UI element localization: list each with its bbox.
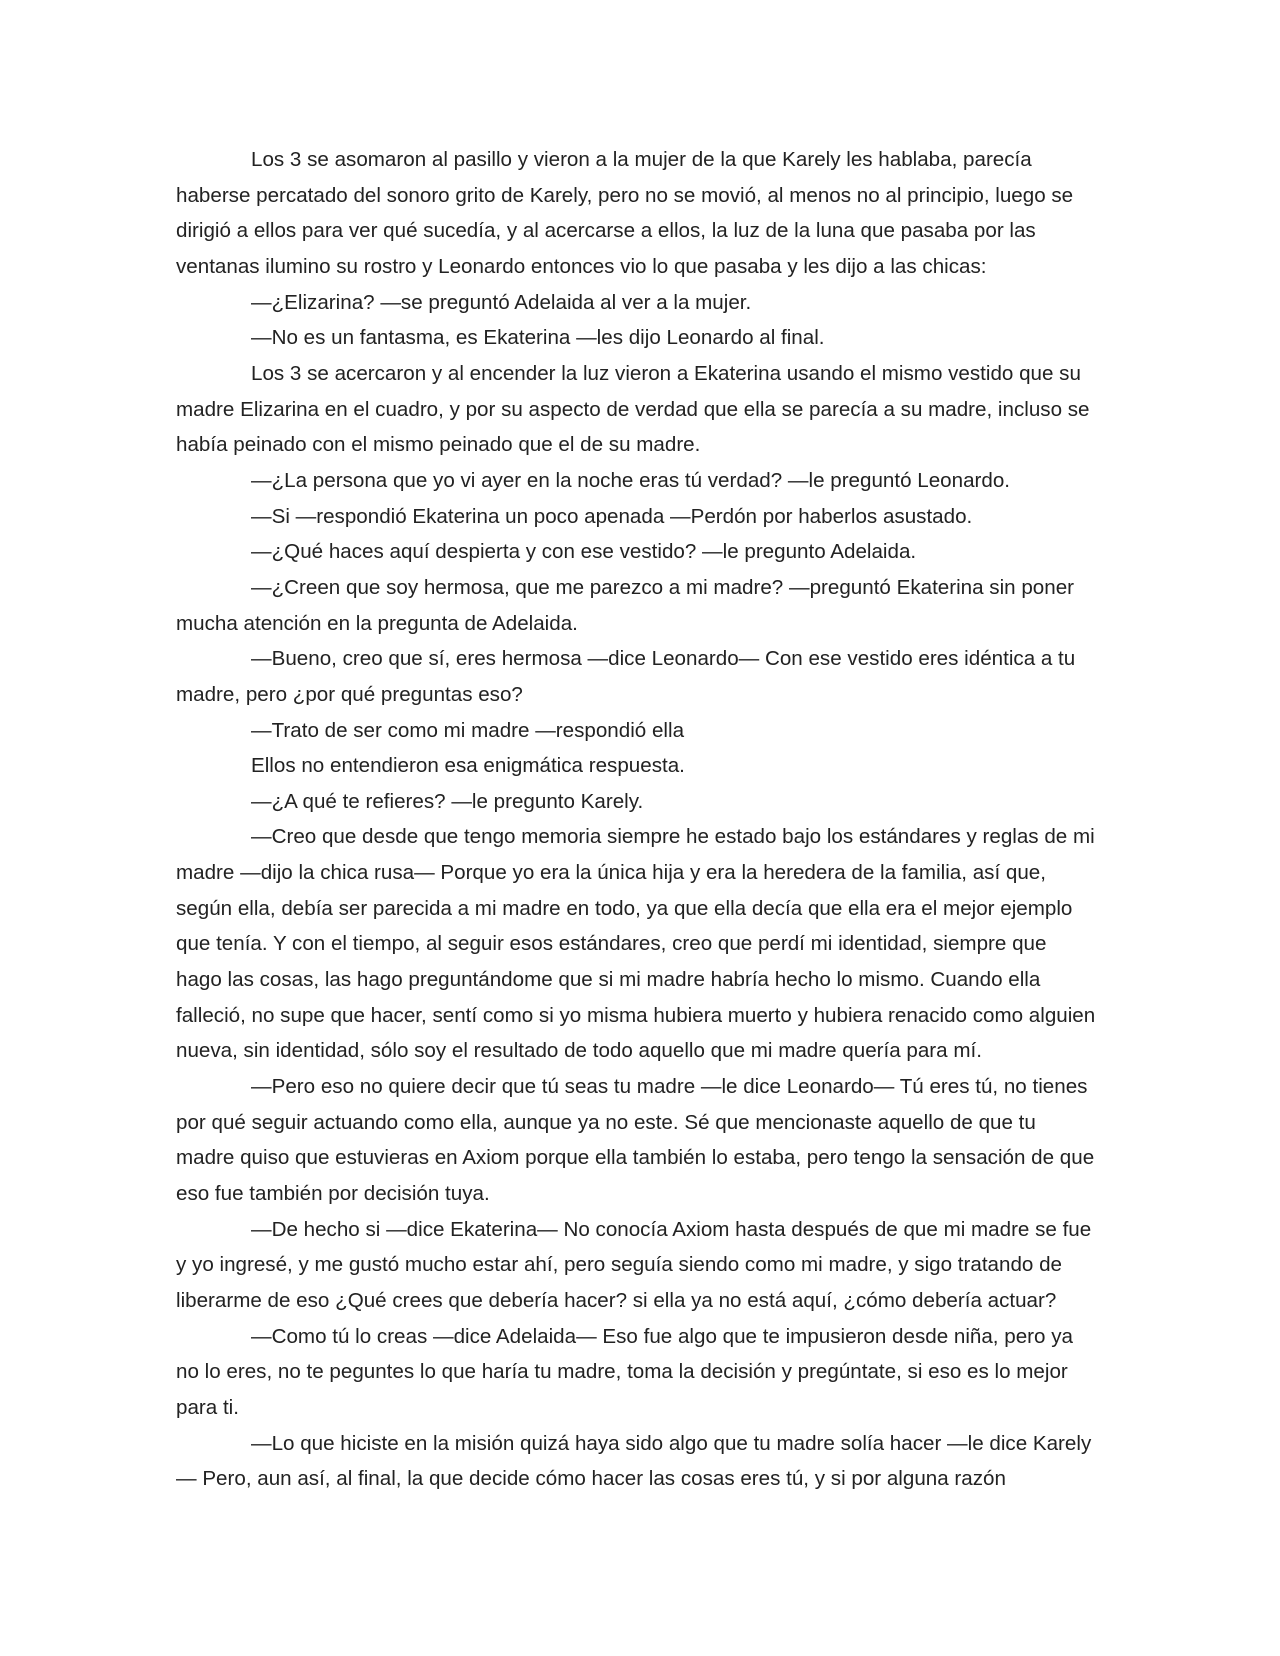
paragraph: —Pero eso no quiere decir que tú seas tu madre —le dice Leonardo— Tú eres tú, no tienes por qué seguir actuando como ella, aunque ya no este. Sé que mencionaste aquello de que tu madre quiso que estuvieras en Axiom porque ella también lo estaba, pero tengo la sensación de que eso fue también por decisión tuya. bbox=[176, 1075, 1095, 1206]
paragraph: —Como tú lo creas —dice Adelaida— Eso fue algo que te impusieron desde niña, pero ya no lo eres, no te peguntes lo que haría tu madre, toma la decisión y pregúntate, si eso es lo mejor para ti. bbox=[176, 1324, 1073, 1419]
paragraph: —¿Elizarina? —se preguntó Adelaida al ver a la mujer. bbox=[251, 290, 752, 314]
paragraph: —¿Creen que soy hermosa, que me parezco a mi madre? —preguntó Ekaterina sin poner mucha atención en la pregunta de Adelaida. bbox=[176, 575, 1075, 635]
paragraph: —¿La persona que yo vi ayer en la noche eras tú verdad? —le preguntó Leonardo. bbox=[251, 468, 1011, 492]
paragraph: —Si —respondió Ekaterina un poco apenada —Perdón por haberlos asustado. bbox=[251, 504, 973, 528]
paragraph: —¿A qué te refieres? —le pregunto Karely. bbox=[251, 789, 644, 813]
paragraph: —Trato de ser como mi madre —respondió ella bbox=[251, 718, 685, 742]
paragraph: Los 3 se asomaron al pasillo y vieron a la mujer de la que Karely les hablaba, parecía haberse percatado del sonoro grito de Karely, pero no se movió, al menos no al principio, luego se dirigió a ellos para ver qué sucedía, y al acercarse a ellos, la luz de la luna que pasaba por las ventanas ilumino su rostro y Leonardo entonces vio lo que pasaba y les dijo a las chicas: bbox=[176, 148, 1074, 278]
paragraph: —No es un fantasma, es Ekaterina —les dijo Leonardo al final. bbox=[251, 326, 825, 350]
paragraph: —Creo que desde que tengo memoria siempre he estado bajo los estándares y reglas de mi madre —dijo la chica rusa— Porque yo era la única hija y era la heredera de la familia, así que, según ella, debía ser parecida a mi madre en todo, ya que ella decía que ella era el mejor ejemplo que tenía. Y con el tiempo, al seguir esos estándares, creo que perdí mi identidad, siempre que hago las cosas, las hago preguntándome que si mi madre habría hecho lo mismo. Cuando ella falleció, no supe que hacer, sentí como si yo misma hubiera muerto y hubiera renacido como alguien nueva, sin identidad, sólo soy el resultado de todo aquello que mi madre quería para mí. bbox=[176, 825, 1096, 1063]
paragraph: —Lo que hiciste en la misión quizá haya sido algo que tu madre solía hacer —le dice Karely— Pero, aun así, al final, la que decide cómo hacer las cosas eres tú, y si por alguna razón bbox=[176, 1431, 1092, 1491]
paragraph: Los 3 se acercaron y al encender la luz vieron a Ekaterina usando el mismo vestido que su madre Elizarina en el cuadro, y por su aspecto de verdad que ella se parecía a su madre, incluso se había peinado con el mismo peinado que el de su madre. bbox=[176, 361, 1090, 457]
paragraph: —Bueno, creo que sí, eres hermosa —dice Leonardo— Con ese vestido eres idéntica a tu madre, pero ¿por qué preguntas eso? bbox=[176, 647, 1076, 706]
document-page bbox=[176, 142, 1096, 1497]
paragraph: Ellos no entendieron esa enigmática respuesta. bbox=[251, 754, 685, 778]
paragraph: —De hecho si —dice Ekaterina— No conocía Axiom hasta después de que mi madre se fue y yo ingresé, y me gustó mucho estar ahí, pero seguía siendo como mi madre, y sigo tratando de liberarme de eso ¿Qué crees que debería hacer? si ella ya no está aquí, ¿cómo debería actuar? bbox=[176, 1217, 1092, 1312]
paragraph: —¿Qué haces aquí despierta y con ese vestido? —le pregunto Adelaida. bbox=[251, 540, 917, 564]
